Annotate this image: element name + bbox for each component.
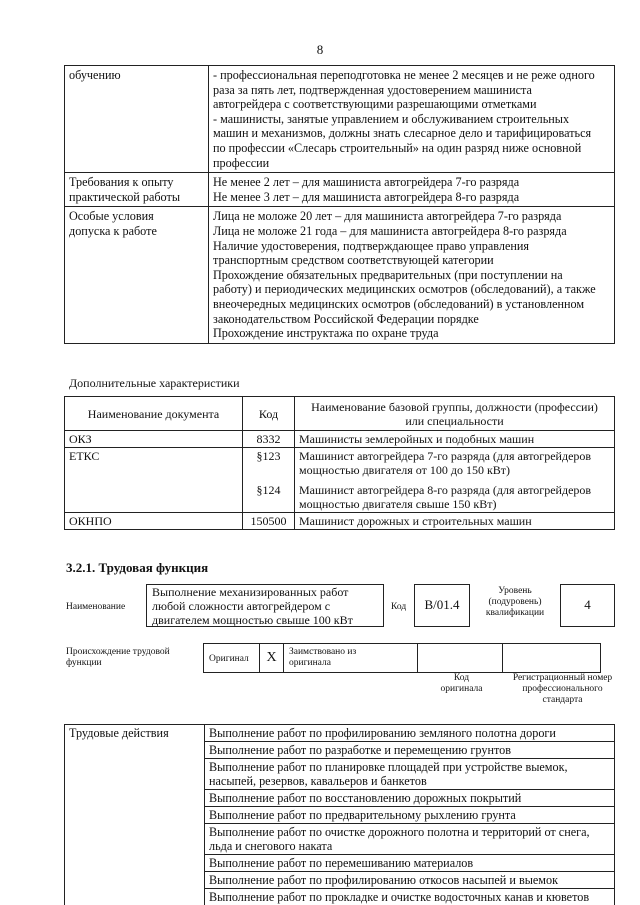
row-content [209, 207, 615, 343]
row-content [209, 173, 615, 207]
name-cell: Машинисты землеройных и подобных машин [295, 431, 615, 448]
level-label-line: квалификации [485, 608, 545, 618]
action-item [205, 790, 615, 807]
content-line: работу) и периодических медицинских осмотров (обследований), а также [213, 282, 596, 297]
reg-number-line: Регистрационный номер [512, 673, 613, 683]
table-row [65, 66, 615, 173]
label-line: Особые условия [69, 209, 154, 224]
action-item [205, 855, 615, 872]
label-line: Требования к опыту [69, 175, 174, 190]
action-line: Выполнение работ по очистке дорожного полотна и территорий от снега, [209, 825, 590, 839]
table-row [65, 207, 615, 343]
action-line: Выполнение работ по перемешиванию материалов [209, 856, 474, 870]
code-cell: 8332 [243, 431, 295, 448]
content-line: машин и механизмов, должны знать слесарное дело и тарифицироваться [213, 126, 592, 141]
reg-number-line: профессионального [522, 684, 603, 694]
actions-label: Трудовые действия [65, 725, 205, 905]
code-value: §124 [256, 483, 281, 497]
row-label [65, 207, 209, 343]
action-line: Выполнение работ по прокладке и очистке водосточных канав и кюветов [209, 890, 590, 904]
action-item [205, 872, 615, 889]
row-label [65, 173, 209, 207]
row-content [209, 66, 615, 173]
name-line: Машинист автогрейдера 8-го разряда (для автогрейдеров [299, 483, 592, 497]
action-line: Выполнение работ по профилированию земляного полотна дороги [209, 726, 556, 740]
content-line: Лица не моложе 20 лет – для машиниста автогрейдера 7-го разряда [213, 209, 562, 224]
action-line: насыпей, резервов, кавальеров и банкетов [209, 774, 427, 788]
header-code: Код [243, 397, 295, 431]
header-doc: Наименование документа [65, 397, 243, 431]
table-row [65, 431, 615, 448]
function-name-line: двигателем мощностью свыше 100 кВт [152, 612, 353, 627]
content-line: Не менее 3 лет – для машиниста автогрейдера 8-го разряда [213, 189, 520, 204]
origin-row [203, 643, 601, 673]
name-label: Наименование [66, 602, 126, 612]
additional-title: Дополнительные характеристики [69, 376, 240, 390]
level-label-line: Уровень [498, 586, 532, 596]
label-line: допуска к работе [69, 223, 157, 238]
header-name [295, 397, 615, 431]
content-line: Прохождение обязательных предварительных (при поступлении на [213, 267, 563, 282]
action-item [205, 742, 615, 759]
action-line: Выполнение работ по профилированию откосов насыпей и выемок [209, 873, 559, 887]
content-line: Не менее 2 лет – для машиниста автогрейдера 7-го разряда [213, 175, 520, 190]
origin-label [66, 647, 198, 669]
name-cell [295, 448, 615, 513]
name-line: мощностью двигателя от 100 до 150 кВт) [299, 463, 511, 477]
code-cell: 150500 [243, 513, 295, 530]
action-item [205, 824, 615, 855]
action-item [205, 725, 615, 742]
content-line: внеочередных медицинских осмотров (обследований) в установленном [213, 296, 585, 311]
content-line: профессии [213, 155, 270, 170]
code-label: Код [391, 602, 407, 612]
borrowed-label-line: Заимствовано из [289, 647, 357, 657]
section-title: 3.2.1. Трудовая функция [66, 560, 209, 575]
content-line: транспортным средством соответствующей категории [213, 253, 494, 268]
code-original-line: оригинала [440, 684, 483, 694]
reg-number-cell [503, 644, 600, 672]
content-line: по профессии «Слесарь строительный» на один разряд ниже основной [213, 140, 582, 155]
requirements-table [64, 65, 615, 344]
code-original-cell [418, 644, 503, 672]
page-number: 8 [316, 42, 324, 57]
action-item [205, 807, 615, 824]
content-line: Прохождение инструктажа по охране труда [213, 326, 439, 341]
content-line: Лица не моложе 21 года – для машиниста автогрейдера 8-го разряда [213, 223, 567, 238]
function-code-box: B/01.4 [414, 584, 470, 627]
label-line: обучению [69, 68, 121, 82]
table-row [65, 448, 615, 513]
content-line: Наличие удостоверения, подтверждающее право управления [213, 238, 530, 253]
action-item [205, 889, 615, 905]
content-line: - машинисты, занятые управлением и обслуживанием строительных [213, 111, 570, 126]
action-line: льда и снегового наката [209, 839, 333, 853]
action-line: Выполнение работ по восстановлению дорожных покрытий [209, 791, 522, 805]
doc-cell: ЕТКС [65, 448, 243, 513]
reg-number-label [505, 673, 620, 706]
name-line: Машинист автогрейдера 7-го разряда (для автогрейдеров [299, 449, 592, 463]
function-name-box [146, 584, 384, 627]
content-line: раза за пять лет, подтвержденная удостоверением машиниста [213, 82, 532, 97]
function-name-line: любой сложности автогрейдером с [152, 598, 331, 613]
content-line: - профессиональная переподготовка не менее 2 месяцев и не реже одного [213, 68, 595, 82]
name-cell: Машинист дорожных и строительных машин [295, 513, 615, 530]
code-original-line: Код [453, 673, 470, 683]
origin-label-line: функции [66, 658, 102, 668]
content-line: автогрейдера с соответствующими разрешающими отметками [213, 97, 537, 112]
reg-number-line: стандарта [542, 695, 583, 705]
action-line: Выполнение работ по разработке и перемещению грунтов [209, 743, 511, 757]
action-line: Выполнение работ по предварительному рыхлению грунта [209, 808, 516, 822]
borrowed-cell [284, 644, 418, 672]
table-header-row [65, 397, 615, 431]
code-cell [243, 448, 295, 513]
actions-table [64, 724, 615, 905]
name-line: мощностью двигателя свыше 150 кВт) [299, 497, 497, 511]
header-name-line: или специальности [405, 413, 504, 428]
level-label-line: (подуровень) [488, 597, 542, 607]
action-line: Выполнение работ по планировке площадей при устройстве выемок, [209, 760, 568, 774]
level-value-box: 4 [560, 584, 615, 627]
level-label [480, 586, 550, 619]
original-cell: Оригинал [204, 644, 260, 672]
function-name-line: Выполнение механизированных работ [152, 585, 349, 599]
original-mark: X [260, 644, 284, 672]
doc-cell: ОКЗ [65, 431, 243, 448]
table-row [65, 513, 615, 530]
content-line: законодательством Российской Федерации порядке [213, 311, 479, 326]
label-line: практической работы [69, 189, 181, 204]
table-row [65, 173, 615, 207]
origin-label-line: Происхождение трудовой [66, 647, 170, 657]
additional-table [64, 396, 615, 530]
code-value: §123 [256, 449, 281, 463]
code-original-label [419, 673, 504, 695]
table-row [65, 725, 615, 742]
header-name-line: Наименование базовой группы, должности (профессии) [311, 399, 598, 414]
doc-cell: ОКНПО [65, 513, 243, 530]
action-item [205, 759, 615, 790]
row-label [65, 66, 209, 173]
borrowed-label-line: оригинала [289, 658, 331, 668]
